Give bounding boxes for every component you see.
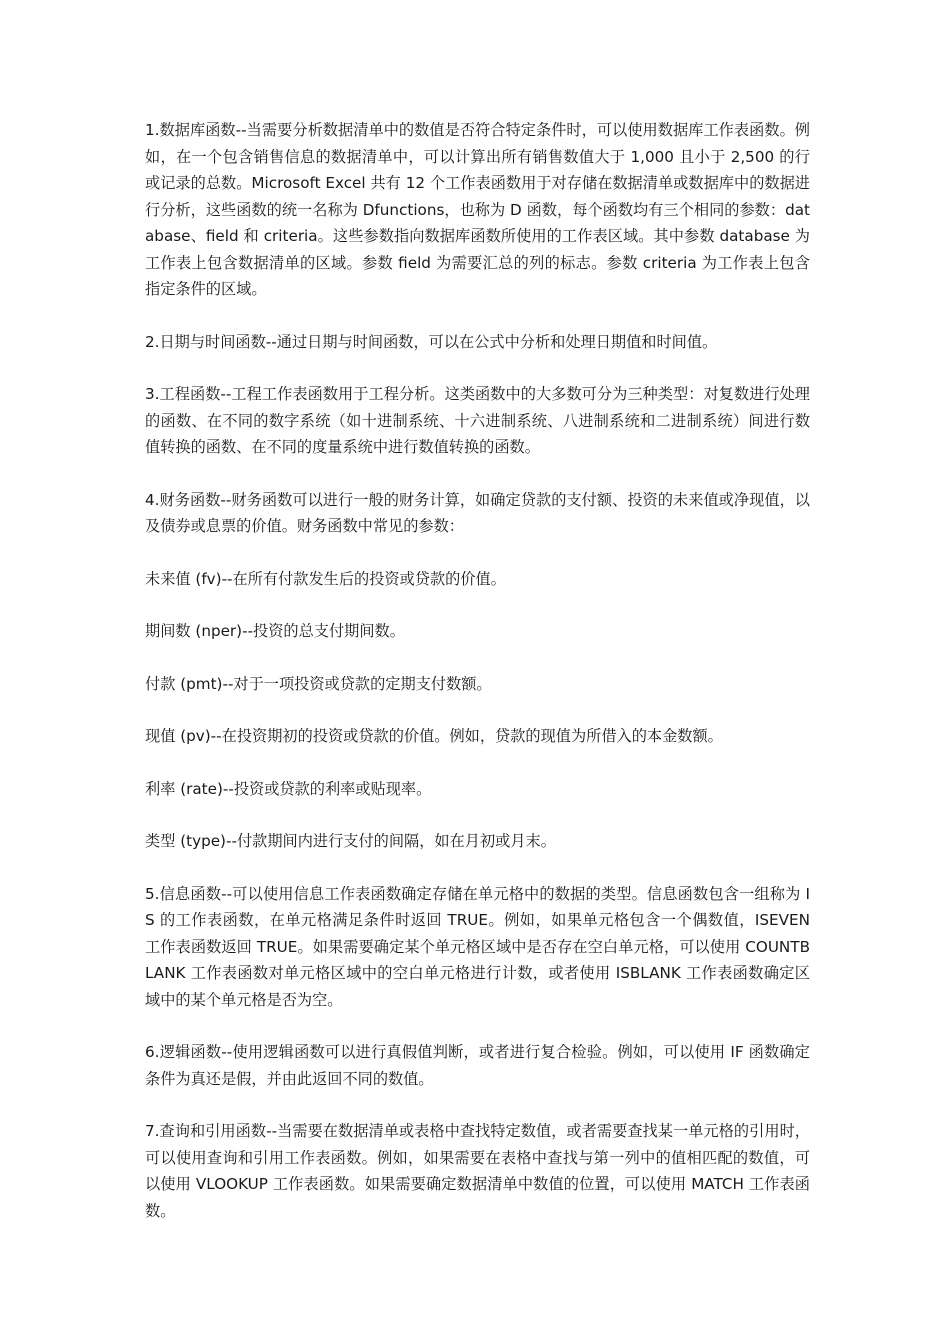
paragraph-type: 类型 (type)--付款期间内进行支付的间隔，如在月初或月末。 — [145, 832, 556, 850]
paragraph-date-time-functions: 2.日期与时间函数--通过日期与时间函数，可以在公式中分析和处理日期值和时间值。 — [145, 332, 718, 351]
paragraph-future-value: 未来值 (fv)--在所有付款发生后的投资或贷款的价值。 — [145, 569, 506, 588]
paragraph-financial-functions: 4.财务函数--财务函数可以进行一般的财务计算，如确定贷款的支付额、投资的未来值或净现值，以及债券或息票的价值。财务函数中常见的参数： — [145, 490, 810, 535]
paragraph-present-value: 现值 (pv)--在投资期初的投资或贷款的价值。例如，贷款的现值为所借入的本金数额。 — [145, 727, 723, 745]
paragraph-information-functions: 5.信息函数--可以使用信息工作表函数确定存储在单元格中的数据的类型。信息函数包含一组称为 IS 的工作表函数，在单元格满足条件时返回 TRUE。例如，如果单元格包含一个偶数值，ISEVEN 工作表函数返回 TRUE。如果需要确定某个单元格区域中是否存在空白单元格，可以使用 COUNTBLANK 工作表函数对单元格区域中的空白单元格进行计数，或者使用 ISBLANK 工作表函数确定区域中的某个单元格是否为空。 — [145, 884, 810, 1009]
paragraph-database-functions: 1.数据库函数--当需要分析数据清单中的数值是否符合特定条件时，可以使用数据库工作表函数。例如，在一个包含销售信息的数据清单中，可以计算出所有销售数值大于 1,000 且小于 2,500 的行或记录的总数。Microsoft Excel 共有 12 个工作表函数用于对存储在数据清单或数据库中的数据进行分析，这些函数的统一名称为 Dfunctions，也称为 D 函数，每个函数均有三个相同的参数：database、field 和 criteria。这些参数指向数据库函数所使用的工作表区域。其中参数 database 为工作表上包含数据清单的区域。参数 field 为需要汇总的列的标志。参数 criteria 为工作表上包含指定条件的区域。 — [145, 121, 810, 298]
paragraph-nper: 期间数 (nper)--投资的总支付期间数。 — [145, 622, 405, 640]
paragraph-rate: 利率 (rate)--投资或贷款的利率或贴现率。 — [145, 779, 432, 798]
paragraph-engineering-functions: 3.工程函数--工程工作表函数用于工程分析。这类函数中的大多数可分为三种类型：对复数进行处理的函数、在不同的数字系统（如十进制系统、十六进制系统、八进制系统和二进制系统）间进行数值转换的函数、在不同的度量系统中进行数值转换的函数。 — [145, 385, 810, 456]
paragraph-logical-functions: 6.逻辑函数--使用逻辑函数可以进行真假值判断，或者进行复合检验。例如，可以使用 IF 函数确定条件为真还是假，并由此返回不同的数值。 — [145, 1043, 810, 1088]
paragraph-lookup-reference-functions: 7.查询和引用函数--当需要在数据清单或表格中查找特定数值，或者需要查找某一单元格的引用时，可以使用查询和引用工作表函数。例如，如果需要在表格中查找与第一列中的值相匹配的数值，可以使用 VLOOKUP 工作表函数。如果需要确定数据清单中数值的位置，可以使用 MATCH 工作表函数。 — [145, 1122, 810, 1220]
document-body — [145, 117, 810, 1250]
paragraph-pmt: 付款 (pmt)--对于一项投资或贷款的定期支付数额。 — [145, 674, 492, 693]
